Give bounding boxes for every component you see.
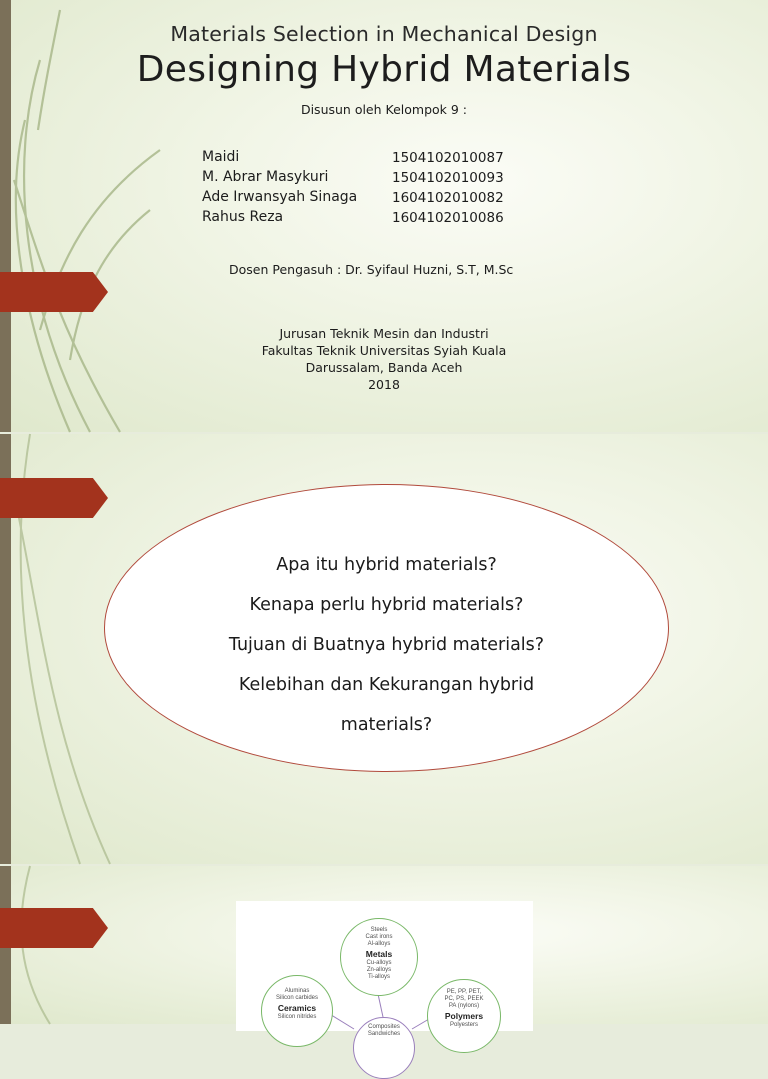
- member-row: [202, 209, 522, 229]
- arrow-tab: [0, 272, 108, 312]
- ceramics-circle: [261, 975, 333, 1047]
- metals-example: Steels: [370, 927, 388, 933]
- course-subtitle: Materials Selection in Mechanical Design: [170, 22, 598, 46]
- member-name: Rahus Reza: [202, 209, 284, 225]
- group-byline: Disusun oleh Kelompok 9 :: [300, 102, 468, 117]
- question-list: [104, 545, 669, 745]
- composites-example: Composites: [368, 1024, 400, 1030]
- polymers-example: PE, PP, PET,: [446, 989, 482, 995]
- member-row: [202, 169, 522, 189]
- faculty-line: Fakultas Teknik Universitas Syiah Kuala: [261, 343, 507, 358]
- question-line: materials?: [340, 715, 433, 735]
- member-name: Ade Irwansyah Sinaga: [202, 189, 358, 205]
- member-id: 1604102010082: [392, 190, 504, 206]
- metals-example: Al-alloys: [367, 941, 391, 947]
- metals-example: Ti-alloys: [367, 974, 391, 980]
- polymers-example: Polyesters: [449, 1022, 478, 1028]
- location-line: Darussalam, Banda Aceh: [305, 360, 463, 375]
- composites-example: Sandwiches: [367, 1031, 401, 1037]
- arrow-tab: [0, 908, 108, 948]
- polymers-label: Polymers: [444, 1011, 484, 1021]
- ceramics-example: Silicon carbides: [275, 995, 319, 1001]
- page-title: Designing Hybrid Materials: [136, 49, 632, 90]
- composites-circle: [353, 1017, 415, 1079]
- member-row: [202, 149, 522, 169]
- material-families-slide: [0, 866, 768, 1037]
- question-line: Kelebihan dan Kekurangan hybrid: [238, 675, 535, 695]
- ceramics-label: Ceramics: [277, 1003, 317, 1013]
- material-families-diagram: [236, 901, 533, 1037]
- member-name: M. Abrar Masykuri: [202, 169, 329, 185]
- metals-circle: [340, 918, 418, 996]
- metals-example: Cu-alloys: [366, 960, 392, 966]
- question-line: Tujuan di Buatnya hybrid materials?: [228, 635, 545, 655]
- member-name: Maidi: [202, 149, 240, 165]
- metals-example: Zn-alloys: [366, 967, 392, 973]
- member-row: [202, 189, 522, 209]
- department-line: Jurusan Teknik Mesin dan Industri: [279, 326, 489, 341]
- member-id: 1504102010093: [392, 170, 504, 186]
- institution-block: [0, 325, 768, 393]
- title-slide: [0, 0, 768, 432]
- arrow-tab: [0, 478, 108, 518]
- polymers-example: PC, PS, PEEK: [444, 996, 484, 1002]
- member-id: 1604102010086: [392, 210, 504, 226]
- polymers-example: PA (nylons): [448, 1003, 480, 1009]
- member-id: 1504102010087: [392, 150, 504, 166]
- member-list: [202, 149, 522, 229]
- metals-label: Metals: [365, 949, 393, 959]
- lecturer-line: Dosen Pengasuh : Dr. Syifaul Huzni, S.T, M.Sc: [229, 262, 514, 277]
- ceramics-example: Silicon nitrides: [277, 1014, 317, 1020]
- questions-slide: [0, 434, 768, 864]
- metals-example: Cast irons: [365, 934, 393, 940]
- question-line: Apa itu hybrid materials?: [276, 555, 497, 575]
- ceramics-example: Aluminas: [284, 988, 310, 994]
- question-line: Kenapa perlu hybrid materials?: [249, 595, 524, 615]
- polymers-circle: [427, 979, 501, 1053]
- year-line: 2018: [368, 377, 400, 392]
